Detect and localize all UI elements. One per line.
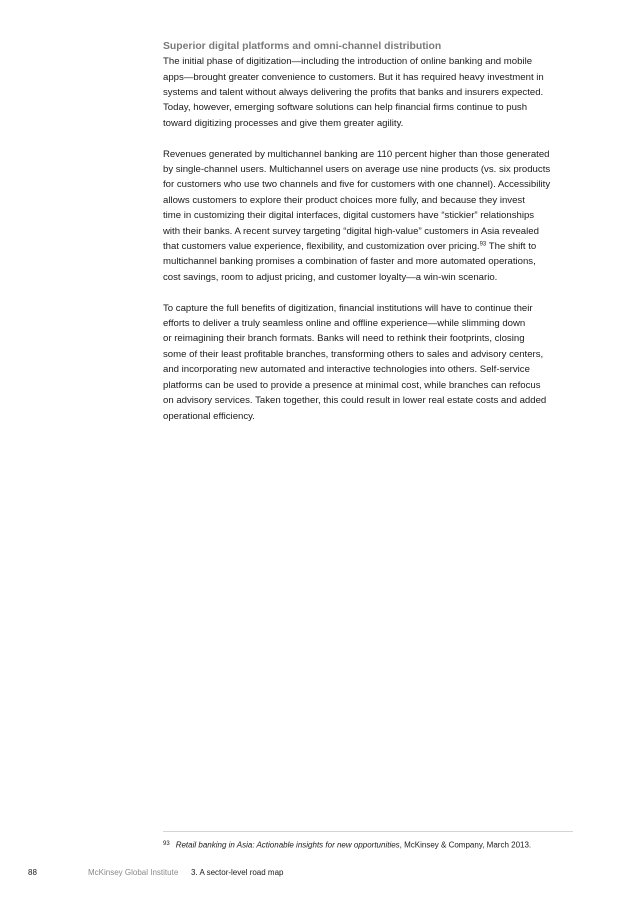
footnote-divider [163, 831, 573, 832]
text-line: with their banks. A recent survey targeting “digital high-value” customers in Asia revealed [163, 225, 539, 237]
text-line: Revenues generated by multichannel banking are 110 percent higher than those generated [163, 148, 550, 160]
paragraph-3 [163, 301, 583, 424]
text-line: toward digitizing processes and give them greater agility. [163, 117, 404, 129]
text-line: operational efficiency. [163, 410, 255, 422]
text-line: To capture the full benefits of digitization, financial institutions will have to continue their [163, 302, 533, 314]
footnote-source-title: Retail banking in Asia: Actionable insights for new opportunities [175, 840, 400, 850]
main-content [163, 39, 583, 439]
text-line: platforms can be used to provide a presence at minimal cost, while branches can refocus [163, 379, 541, 391]
footnote-number: 93 [163, 841, 170, 847]
footnote-reference: 93 [479, 241, 487, 248]
text-line: cost savings, room to adjust pricing, and customer loyalty—a win-win scenario. [163, 271, 498, 283]
text-line: or reimagining their branch formats. Banks will need to rethink their footprints, closing [163, 333, 525, 345]
text-line: allows customers to explore their product choices more fully, and because they invest [163, 194, 525, 206]
paragraph-1 [163, 54, 583, 131]
text-segment: that customers value experience, flexibility, and customization over pricing. [163, 241, 480, 253]
text-line: by single-channel users. Multichannel users on average use nine products (vs. six products [163, 164, 551, 176]
paragraph-2 [163, 147, 583, 286]
footnote [163, 839, 583, 851]
text-line: The initial phase of digitization—including the introduction of online banking and mobile [163, 56, 533, 68]
footer-publisher: McKinsey Global Institute [88, 868, 179, 877]
text-segment: The shift to [486, 241, 537, 253]
text-line: and incorporating new automated and interactive technologies into others. Self-service [163, 364, 530, 376]
text-line: systems and talent without always delivering the profits that banks and insurers expected. [163, 87, 544, 99]
text-line: on advisory services. Taken together, this could result in lower real estate costs and added [163, 395, 547, 407]
text-line: apps—brought greater convenience to customers. But it has required heavy investment in [163, 71, 544, 83]
footnote-source-details: , McKinsey & Company, March 2013. [399, 840, 532, 850]
text-line: time in customizing their digital interfaces, digital customers have “stickier” relationships [163, 210, 535, 222]
text-line: Today, however, emerging software solutions can help financial firms continue to push [163, 102, 528, 114]
text-line: for customers who use two channels and five for customers with one channel). Accessibility [163, 179, 551, 191]
text-line: some of their least profitable branches, transforming others to sales and advisory centers, [163, 348, 544, 360]
text-line-with-reference [163, 239, 583, 254]
section-subheading: Superior digital platforms and omni-channel distribution [163, 41, 442, 52]
footer-chapter: 3. A sector-level road map [191, 868, 284, 877]
page-number: 88 [28, 868, 37, 877]
text-line: multichannel banking promises a combination of faster and more automated operations, [163, 256, 536, 268]
text-line: efforts to deliver a truly seamless online and offline experience—while slimming down [163, 318, 526, 330]
